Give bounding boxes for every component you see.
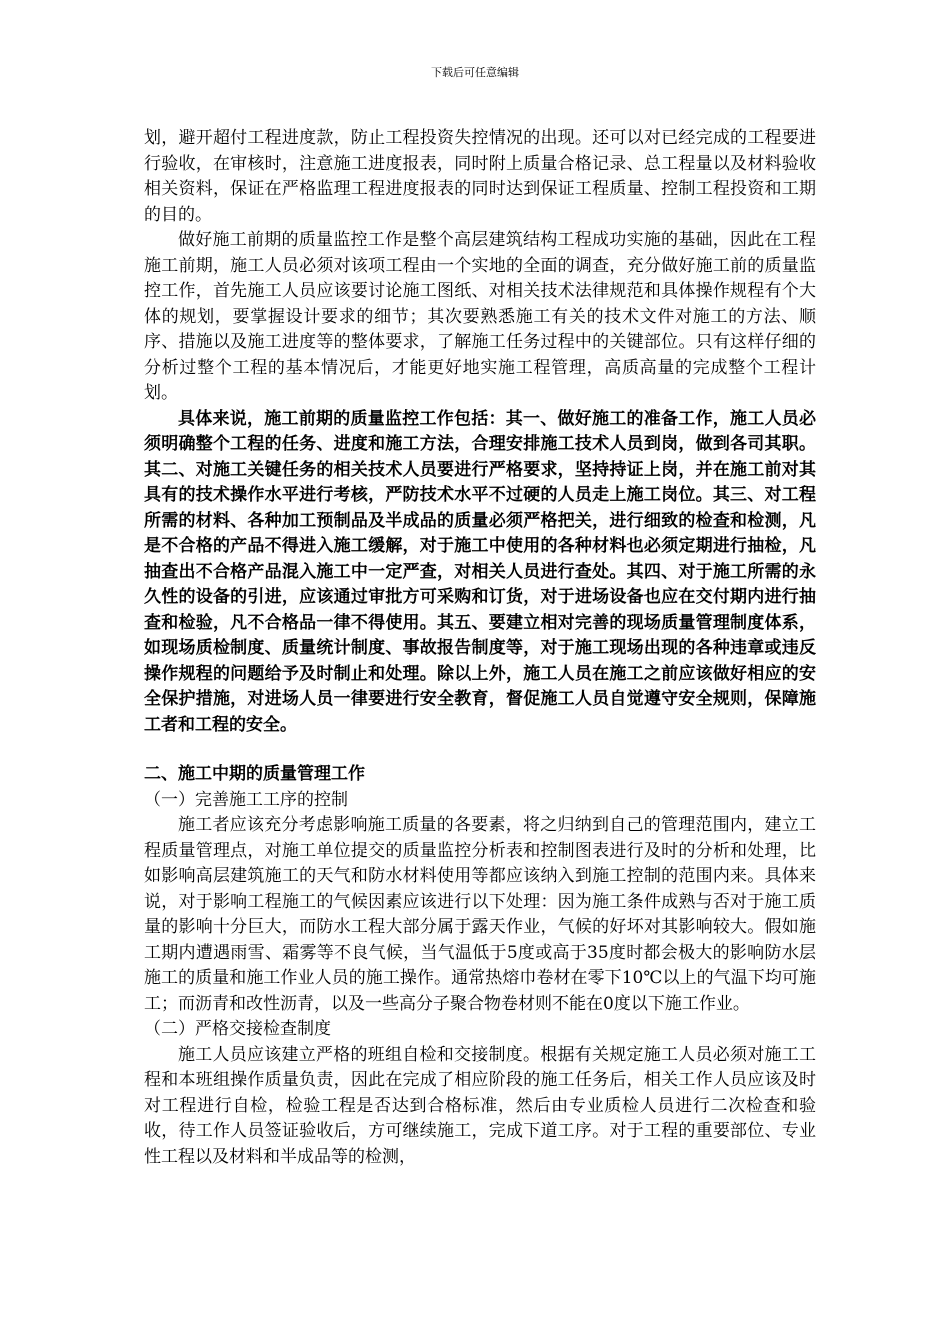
paragraph-process-control: 施工者应该充分考虑影响施工质量的各要素，将之归纳到自己的管理范围内，建立工程质量管理点，对施工单位提交的质量监控分析表和控制图表进行及时的分析和处理，比如影响高层建筑施工的天气和防水材料使用等都应该纳入到施工控制的范围内来。具体来说，对于影响工程施工的气候因素应该进行以下处理：因为施工条件成熟与否对于施工质量的影响十分巨大，而防水工程大部分属于露天作业，气候的好坏对其影响较大。假如施工期内遭遇雨雪、霜雾等不良气候，当气温低于5度或高于35度时都会极大的影响防水层施工的质量和施工作业人员的施工操作。通常热熔巾卷材在零下10℃以上的气温下均可施工；而沥青和改性沥青，以及一些高分子聚合物卷材则不能在0度以下施工作业。: [144, 815, 816, 1014]
subsection-heading-1: （一）完善施工工序的控制: [144, 789, 348, 810]
paragraph-bold-details: 具体来说，施工前期的质量监控工作包括：其一、做好施工的准备工作，施工人员必须明确整个工程的任务、进度和施工方法，合理安排施工技术人员到岗，做到各司其职。其二、对施工关键任务的相关技术人员要进行严格要求，坚持持证上岗，并在施工前对其具有的技术操作水平进行考核，严防技术水平不过硬的人员走上施工岗位。其三、对工程所需的材料、各种加工预制品及半成品的质量必须严格把关，进行细致的检查和检测，凡是不合格的产品不得进入施工缓解，对于施工中使用的各种材料也必须定期进行抽检，凡抽查出不合格产品混入施工中一定严查，对相关人员进行查处。其四、对于施工所需的永久性的设备的引进，应该通过审批方可采购和订货，对于进场设备也应在交付期内进行抽查和检验，凡不合格品一律不得使用。其五、要建立相对完善的现场质量管理制度体系，如现场质检制度、质量统计制度、事故报告制度等，对于施工现场出现的各种违章或违反操作规程的问题给予及时制止和处理。除以上外，施工人员在施工之前应该做好相应的安全保护措施，对进场人员一律要进行安全教育，督促施工人员自觉遵守安全规则，保障施工者和工程的安全。: [144, 408, 816, 735]
paragraph-pre-construction: 做好施工前期的质量监控工作是整个高层建筑结构工程成功实施的基础，因此在工程施工前期，施工人员必须对该项工程由一个实地的全面的调查，充分做好施工前的质量监控工作，首先施工人员应该要讨论施工图纸、对相关技术法律规范和具体操作规程有个大体的规划，要掌握设计要求的细节；其次要熟悉施工有关的技术文件对施工的方法、顺序、措施以及施工进度等的整体要求，了解施工任务过程中的关键部位。只有这样仔细的分析过整个工程的基本情况后，才能更好地实施工程管理，高质高量的完成整个工程计划。: [144, 230, 816, 403]
paragraph-inspection: 施工人员应该建立严格的班组自检和交接制度。根据有关规定施工人员必须对施工工程和本班组操作质量负责，因此在完成了相应阶段的施工任务后，相关工作人员应该及时对工程进行自检，检验工程是否达到合格标准，然后由专业质检人员进行二次检查和验收，待工作人员签证验收后，方可继续施工，完成下道工序。对于工程的重要部位、专业性工程以及材料和半成品等的检测，: [144, 1044, 816, 1167]
paragraph-continuation: 划，避开超付工程进度款，防止工程投资失控情况的出现。还可以对已经完成的工程要进行验收，在审核时，注意施工进度报表，同时附上质量合格记录、总工程量以及材料验收相关资料，保证在严格监理工程进度报表的同时达到保证工程质量、控制工程投资和工期的目的。: [144, 128, 816, 225]
section-heading-2: 二、施工中期的质量管理工作: [144, 764, 365, 784]
page-header: 下载后可任意编辑: [431, 66, 519, 79]
document-body: [144, 126, 816, 1170]
subsection-heading-2: （二）严格交接检查制度: [144, 1019, 331, 1039]
